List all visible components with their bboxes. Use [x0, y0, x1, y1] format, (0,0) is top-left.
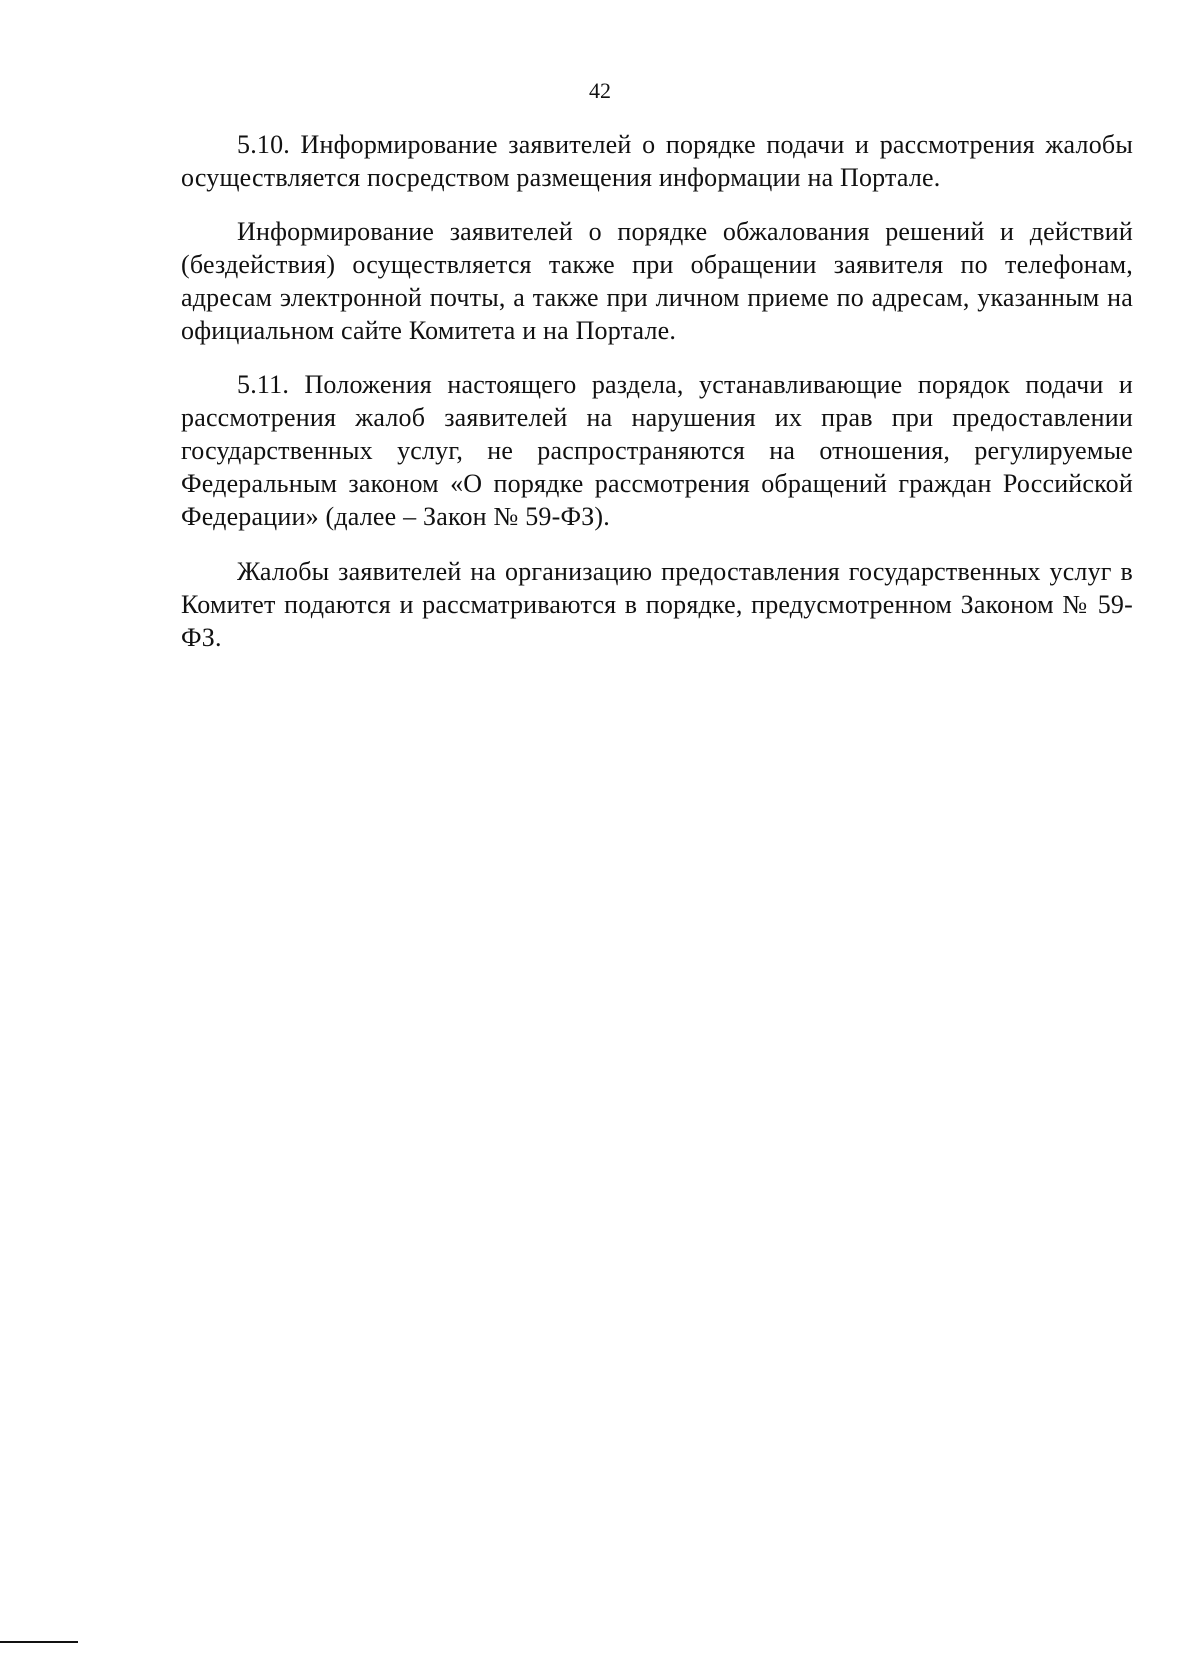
page-number: 42 [589, 78, 611, 103]
document-body [181, 128, 1133, 674]
paragraph-5-10: 5.10. Информирование заявителей о порядке подачи и рассмотрения жалобы осуществляется посредством размещения информации на Портале. [181, 130, 1133, 192]
paragraph-5-11: 5.11. Положения настоящего раздела, устанавливающие порядок подачи и рассмотрения жалоб заявителей на нарушения их прав при предоставлении государственных услуг, не распространяются на отношения, регулируемые Федеральным законом «О порядке рассмотрения обращений граждан Российской Федерации» (далее – Закон № 59-ФЗ). [181, 370, 1133, 531]
paragraph-informing: Информирование заявителей о порядке обжалования решений и действий (бездействия) осуществляется также при обращении заявителя по телефонам, адресам электронной почты, а также при личном приеме по адресам, указанным на официальном сайте Комитета и на Портале. [181, 217, 1133, 345]
footnote-rule [0, 1641, 78, 1643]
paragraph-complaints: Жалобы заявителей на организацию предоставления государственных услуг в Комитет подаются и рассматриваются в порядке, предусмотренном Законом № 59-ФЗ. [181, 557, 1133, 652]
